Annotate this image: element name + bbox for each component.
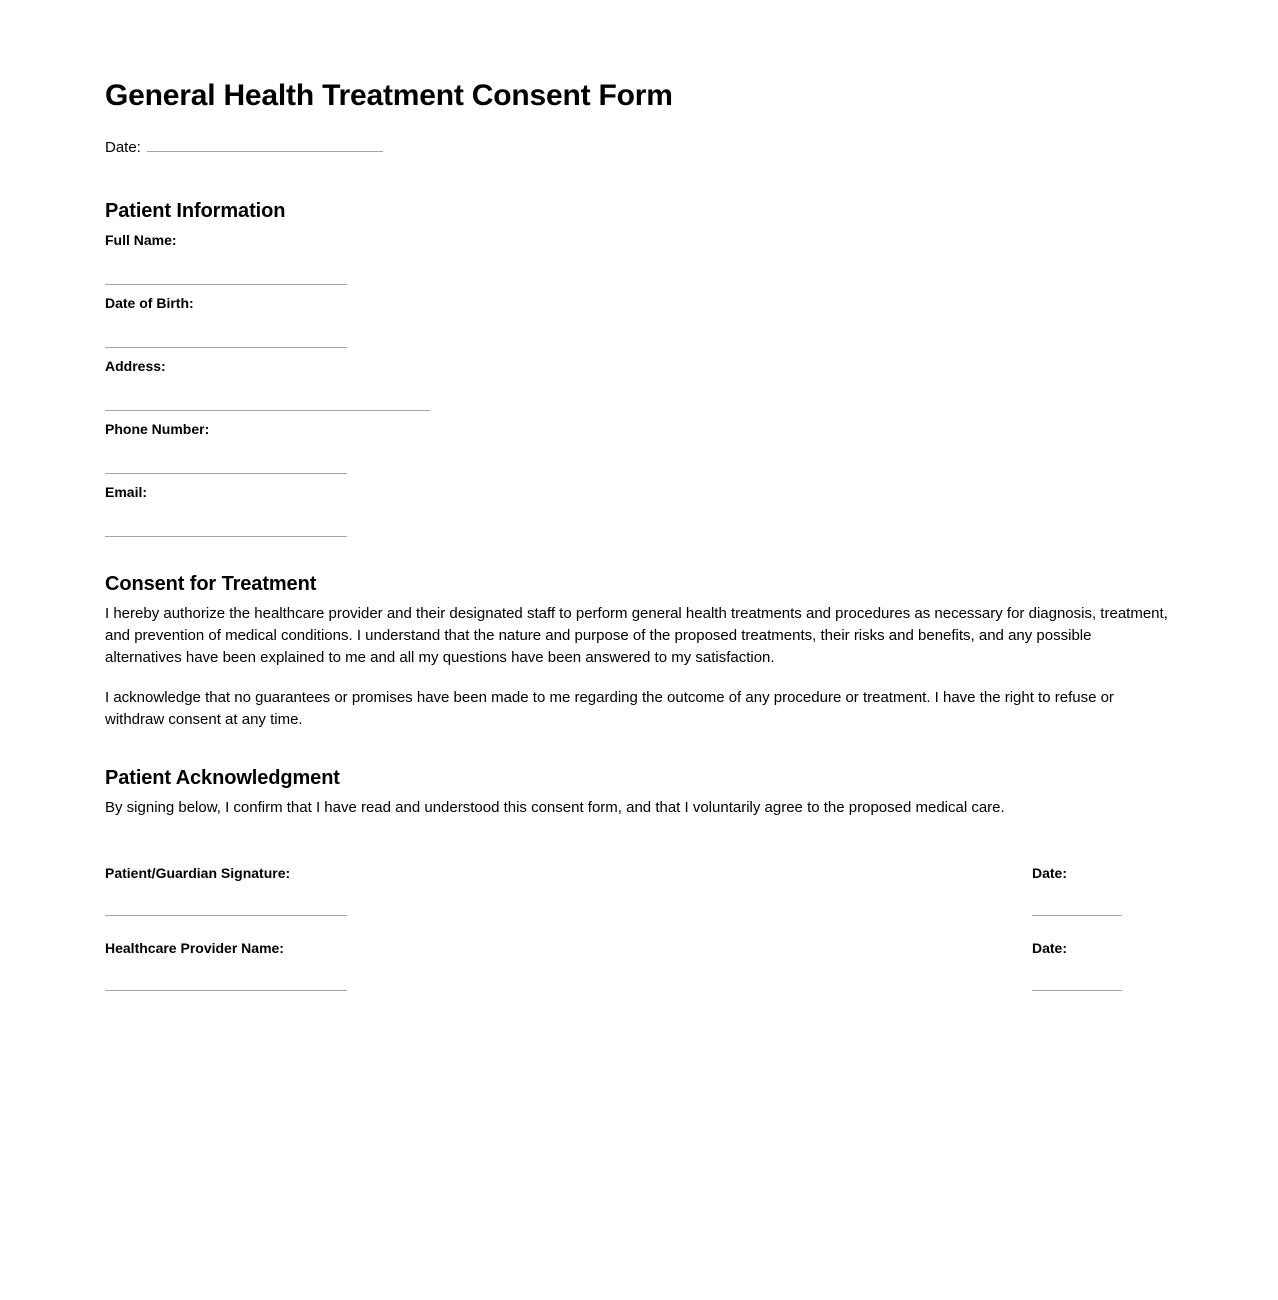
signature-date-label-provider: Date: — [1032, 940, 1068, 956]
consent-paragraph-2: I acknowledge that no guarantees or promises have been made to me regarding the outcome of any procedure or treatment. I have the right to refuse or withdraw consent at any time. — [105, 689, 1114, 728]
signature-date-cell-provider — [1032, 938, 1122, 991]
signature-row-patient — [105, 863, 1172, 916]
field-input-email[interactable] — [105, 502, 347, 537]
field-label-full-name: Full Name: — [105, 232, 177, 248]
field-label-email: Email: — [105, 484, 148, 500]
acknowledgment-text: By signing below, I confirm that I have read and understood this consent form, and that I voluntarily agree to the proposed medical care. — [105, 799, 1005, 816]
signature-date-cell-patient — [1032, 863, 1122, 916]
signature-label-provider: Healthcare Provider Name: — [105, 940, 284, 956]
signature-row-provider — [105, 938, 1172, 991]
signature-cell-provider — [105, 938, 347, 991]
document-date-label: Date: — [105, 139, 141, 156]
signature-cell-patient — [105, 863, 347, 916]
section-heading-patient-acknowledgment: Patient Acknowledgment — [105, 767, 340, 789]
signature-input-patient[interactable] — [105, 883, 347, 916]
consent-paragraph-1: I hereby authorize the healthcare provider and their designated staff to perform general health treatments and procedures as necessary for diagnosis, treatment, and prevention of medical conditions. I understand that the nature and purpose of the proposed treatments, their risks and benefits, and any possible alternatives have been explained to me and all my questions have been answered to my satisfaction. — [105, 605, 1168, 666]
section-heading-consent-for-treatment: Consent for Treatment — [105, 573, 317, 595]
field-input-full-name[interactable] — [105, 250, 347, 285]
field-label-phone-number: Phone Number: — [105, 421, 210, 437]
field-input-phone-number[interactable] — [105, 439, 347, 474]
field-full-name — [105, 230, 1172, 285]
signature-date-label-patient: Date: — [1032, 865, 1068, 881]
field-date-of-birth — [105, 293, 1172, 348]
signature-date-input-provider[interactable] — [1032, 958, 1122, 991]
section-heading-patient-information: Patient Information — [105, 200, 286, 222]
document-date-input[interactable] — [147, 138, 383, 152]
field-email — [105, 482, 1172, 537]
page-title: General Health Treatment Consent Form — [105, 79, 673, 112]
field-input-address[interactable] — [105, 376, 430, 411]
document-date-field — [105, 138, 1172, 158]
signature-date-input-patient[interactable] — [1032, 883, 1122, 916]
field-phone-number — [105, 419, 1172, 474]
field-label-address: Address: — [105, 358, 166, 374]
signature-input-provider[interactable] — [105, 958, 347, 991]
field-label-date-of-birth: Date of Birth: — [105, 295, 194, 311]
signature-label-patient: Patient/Guardian Signature: — [105, 865, 291, 881]
field-address — [105, 356, 1172, 411]
signature-block — [105, 863, 1172, 991]
field-input-date-of-birth[interactable] — [105, 313, 347, 348]
